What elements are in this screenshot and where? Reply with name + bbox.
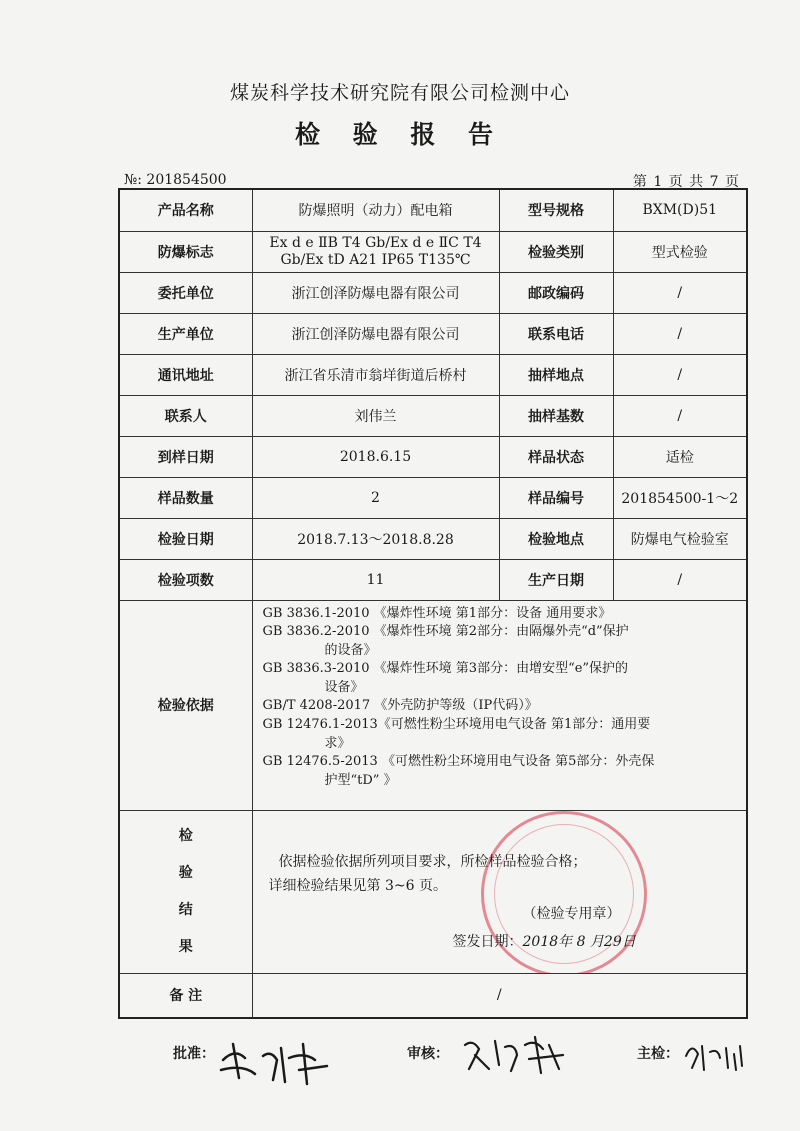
- sample-qty-label: 样品数量: [119, 477, 252, 518]
- address-value: 浙江省乐清市翁垟街道后桥村: [252, 354, 499, 395]
- contact-label: 联系人: [119, 395, 252, 436]
- table-row: [119, 395, 747, 436]
- basis-line: GB 12476.1-2013《可燃性粉尘环境用电气设备 第1部分：通用要: [262, 717, 651, 733]
- inspection-place-label: 检验地点: [499, 518, 613, 559]
- basis-list: [252, 600, 747, 810]
- client-value: 浙江创泽防爆电器有限公司: [252, 272, 499, 313]
- item-count-value: 11: [252, 559, 499, 600]
- postcode-value: /: [613, 272, 747, 313]
- ex-mark-line2: Gb/Ex tD A21 IP65 T135℃: [280, 251, 471, 268]
- table-row: [119, 973, 747, 1018]
- production-date-label: 生产日期: [499, 559, 613, 600]
- sample-state-label: 样品状态: [499, 436, 613, 477]
- basis-label: 检验依据: [119, 600, 252, 810]
- table-row: [119, 477, 747, 518]
- ex-mark-value: [252, 231, 499, 272]
- result-label-char: 果: [178, 938, 193, 955]
- production-date-value: /: [613, 559, 747, 600]
- approve-label: 批准：: [173, 1046, 215, 1062]
- postcode-label: 邮政编码: [499, 272, 613, 313]
- basis-line: GB 12476.5-2013 《可燃性粉尘环境用电气设备 第5部分：外壳保: [262, 754, 655, 770]
- basis-line: GB/T 4208-2017 《外壳防护等级（IP代码）》: [262, 698, 538, 714]
- basis-line: 护型“tD” 》: [262, 772, 397, 788]
- arrival-date-value: 2018.6.15: [252, 436, 499, 477]
- arrival-date-label: 到样日期: [119, 436, 252, 477]
- address-label: 通讯地址: [119, 354, 252, 395]
- basis-line: GB 3836.2-2010 《爆炸性环境 第2部分：由隔爆外壳“d”保护: [262, 624, 629, 640]
- client-label: 委托单位: [119, 272, 252, 313]
- phone-label: 联系电话: [499, 313, 613, 354]
- stamp-note: （检验专用章）: [522, 905, 621, 922]
- approver-signature: [215, 1030, 345, 1090]
- ex-mark-label: 防爆标志: [119, 231, 252, 272]
- sample-no-label: 样品编号: [499, 477, 613, 518]
- review-label: 审核：: [407, 1046, 449, 1062]
- result-label-char: 检: [178, 827, 193, 844]
- inspection-type-label: 检验类别: [499, 231, 613, 272]
- sampling-base-label: 抽样基数: [499, 395, 613, 436]
- model-value: BXM(D)51: [613, 189, 747, 231]
- manufacturer-label: 生产单位: [119, 313, 252, 354]
- table-row: [119, 559, 747, 600]
- result-line2: 详细检验结果见第 3~6 页。: [268, 877, 447, 894]
- organization-title: 煤炭科学技术研究院有限公司检测中心: [229, 82, 570, 104]
- product-name-label: 产品名称: [119, 189, 252, 231]
- item-count-label: 检验项数: [119, 559, 252, 600]
- sample-qty-value: 2: [252, 477, 499, 518]
- basis-line: 设备》: [262, 679, 364, 695]
- sign-date-label: 签发日期：: [452, 933, 523, 950]
- result-line1: 依据检验依据所列项目要求，所检样品检验合格；: [278, 853, 587, 870]
- remarks-label: 备 注: [119, 973, 252, 1018]
- result-label: [119, 810, 252, 973]
- table-row: [119, 272, 747, 313]
- inspector-label: 主检：: [637, 1046, 679, 1062]
- inspection-place-value: 防爆电气检验室: [613, 518, 747, 559]
- contact-value: 刘伟兰: [252, 395, 499, 436]
- reviewer-signature: [455, 1025, 585, 1085]
- model-label: 型号规格: [499, 189, 613, 231]
- manufacturer-value: 浙江创泽防爆电器有限公司: [252, 313, 499, 354]
- basis-line: 的设备》: [262, 642, 377, 658]
- result-label-char: 结: [178, 901, 193, 918]
- result-label-char: 验: [178, 864, 193, 881]
- result-content: [252, 810, 747, 973]
- product-name-value: 防爆照明（动力）配电箱: [252, 189, 499, 231]
- table-row: [119, 810, 747, 973]
- sample-no-value: 201854500-1～2: [613, 477, 747, 518]
- table-row: [119, 436, 747, 477]
- sampling-place-value: /: [613, 354, 747, 395]
- inspector-signature: [680, 1032, 760, 1076]
- page-info: 第 1 页 共 7 页: [632, 174, 740, 190]
- ex-mark-line1: Ex d e ⅡB T4 Gb/Ex d e ⅡC T4: [269, 234, 482, 251]
- sample-state-value: 适检: [613, 436, 747, 477]
- inspection-type-value: 型式检验: [613, 231, 747, 272]
- sign-date-value: 2018年 8 月29日: [522, 933, 636, 950]
- phone-value: /: [613, 313, 747, 354]
- report-table: [118, 188, 748, 1019]
- table-row: [119, 354, 747, 395]
- sampling-place-label: 抽样地点: [499, 354, 613, 395]
- table-row: [119, 518, 747, 559]
- inspection-date-value: 2018.7.13～2018.8.28: [252, 518, 499, 559]
- table-row: [119, 313, 747, 354]
- basis-line: GB 3836.3-2010 《爆炸性环境 第3部分：由增安型“e”保护的: [262, 661, 629, 677]
- table-row: [119, 231, 747, 272]
- table-row: [119, 600, 747, 810]
- table-row: [119, 189, 747, 231]
- basis-line: GB 3836.1-2010 《爆炸性环境 第1部分：设备 通用要求》: [262, 605, 612, 621]
- sign-date: [453, 931, 636, 951]
- document-title: 检 验 报 告: [294, 120, 506, 149]
- basis-line: 求》: [262, 735, 351, 751]
- remarks-value: /: [252, 973, 747, 1018]
- report-number: №: 201854500: [124, 172, 227, 188]
- inspection-date-label: 检验日期: [119, 518, 252, 559]
- sampling-base-value: /: [613, 395, 747, 436]
